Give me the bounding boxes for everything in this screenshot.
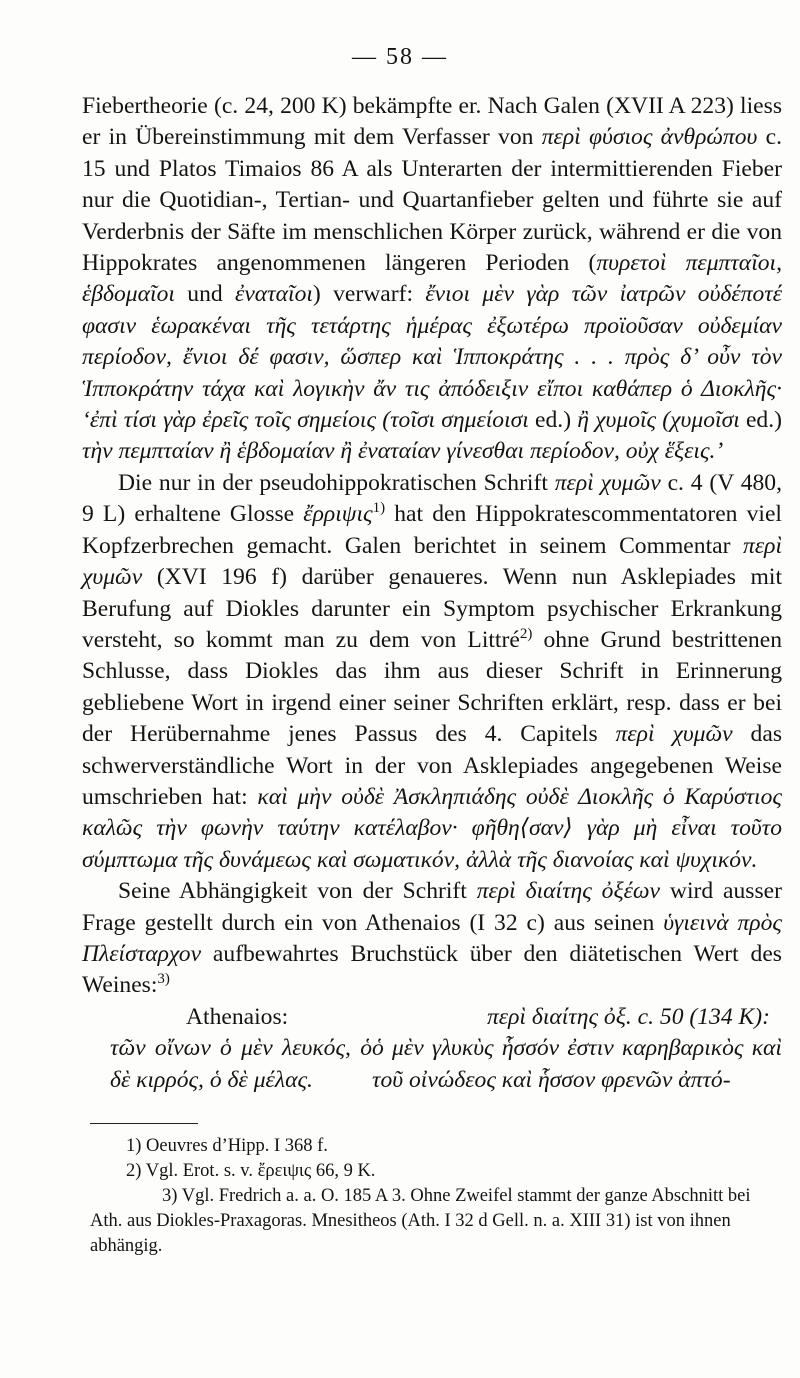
greek-quotation: πυρετοὶ πεμπταῖοι, ἑβδομαῖοι: [82, 250, 782, 308]
greek-quotation: τὴν πεμπταίαν ἢ ἑβδομαίαν ἢ ἐναταίαν γίνεσθαι περίοδον, οὐχ ἕξεις.’: [82, 438, 724, 465]
paragraph-dependence: [82, 876, 782, 1002]
text-segment: Fiebertheorie (c. 24, 200 K) bekämpfte er. Nach Galen (XVII A 223) liess er in Übereinstimmung mit dem Verfasser von: [82, 93, 782, 151]
footnote-text: Vgl. Erot. s. v. ἔρειψις 66, 9 K.: [145, 1161, 376, 1181]
text-segment: das schwerverständliche Wort in der von Asklepiades angegebenen Weise umschrieben hat:: [82, 721, 782, 810]
text-segment: Seine Abhängigkeit von der Schrift: [118, 878, 477, 905]
greek-quotation: ἐναταῖοι: [235, 281, 313, 308]
footnote-reference: 2): [519, 626, 533, 643]
greek-quotation: ἢ χυμοῖς (χυμοῖσι: [577, 407, 740, 434]
text-segment: c. 15 und Platos Timaios 86 A als Unterarten der intermittierenden Fieber nur die Quotidian-, Tertian- und Quartanfieber gelten und führte sie auf Verderbnis der Säfte im menschlichen Körper zurück, während er die von Hippokrates angenommenen längeren Perioden (: [82, 124, 782, 277]
footnote-text: Vgl. Fredrich a. a. O. 185 A 3. Ohne Zweifel stammt der ganze Abschnitt bei Ath. aus Diokles-Praxagoras. Mnesitheos (Ath. I 32 d Gell. n. a. XIII 31) ist von ihnen abhängig.: [90, 1186, 751, 1256]
greek-quotation: περὶ χυμῶν: [554, 469, 661, 496]
citation-header: [82, 1002, 782, 1033]
text-segment: ed.): [739, 407, 782, 434]
footnote-text: Oeuvres d’Hipp. I 368 f.: [146, 1136, 328, 1156]
text-segment: hat den Hippokratescommentatoren viel Kopfzerbrechen gemacht. Galen berichtet in seinem Commentar: [82, 501, 782, 559]
text-segment: c. 4 (V 480, 9 L) erhaltene Glosse: [82, 469, 782, 528]
greek-quotation: περὶ φύσιος ἀνθρώπου: [541, 124, 758, 151]
footnote-3: [90, 1184, 780, 1259]
footnote-2: [90, 1159, 780, 1184]
footnote-number: 1): [126, 1136, 142, 1156]
footnote-rule: [90, 1123, 198, 1124]
text-segment: wird ausser Frage gestellt durch ein von Athenaios (I 32 c) aus seinen: [82, 878, 782, 936]
text-segment: (XVI 196 f) darüber genaueres. Wenn nun Asklepiades mit Berufung auf Diokles darunter ein Symptom psychischer Erkrankung versteht, so kommt man zu dem von Littré: [82, 564, 782, 653]
greek-quotation: περὶ διαίτης ὀξέων: [476, 878, 661, 905]
parallel-quotation: [82, 1033, 782, 1096]
text-segment: und: [174, 281, 236, 308]
paragraph-glosse: [82, 468, 782, 876]
main-text: [82, 91, 782, 1096]
footnote-number: 3): [162, 1186, 178, 1206]
greek-quotation: καὶ μὴν οὐδὲ Ἀσκληπιάδης οὐδὲ Διοκλῆς ὁ Καρύστιος καλῶς τὴν φωνὴν ταύτην κατέλαβον· φῆθη⟨σαν⟩ γὰρ μὴ εἶναι τοῦτο σύμπτωμα τῆς δυνάμεως καὶ σωματικόν, ἀλλὰ τῆς διανοίας καὶ ψυχικόν.: [82, 783, 782, 873]
greek-quotation: ἔνιοι μὲν γὰρ τῶν ἰατρῶν οὐδέποτέ φασιν ἑωρακέναι τῆς τετάρτης ἡμέρας ἐξωτέρω προϊοῦσαν οὐδεμίαν περίοδον, ἔνιοι δέ φασιν, ὥσπερ καὶ Ἱπποκράτης . . . πρὸς δ’ οὖν τὸν Ἱπποκράτην τάχα καὶ λογικὴν ἄν τις ἀπόδειξιν εἴποι καθάπερ ὁ Διοκλῆς· ‘ἐπὶ τίσι γὰρ ἐρεῖς τοῖς σημείοις (τοῖσι σημείοισι: [82, 281, 783, 434]
text-segment: ed.): [528, 407, 578, 434]
text-segment: ohne Grund bestrittenen Schlusse, dass Diokles das ihm aus dieser Schrift in Erinnerung gebliebene Wort in irgend einer seiner Schriften erklärt, resp. dass er bei der Herübernahme jenes Passus des 4. Capitels: [82, 626, 782, 748]
parallel-right-text: ὁ μὲν γλυκὺς ἧσσόν ἐστιν καρηβαρικὸς καὶ τοῦ οἰνώδεος καὶ ἧσσον φρενῶν ἀπτό-: [372, 1035, 782, 1093]
text-segment: Die nur in der pseudohippokratischen Schrift: [118, 469, 555, 496]
greek-quotation: περὶ χυμῶν: [615, 721, 733, 748]
page-number: — 58 —: [352, 44, 448, 70]
greek-quotation: ἔρριψις: [303, 501, 373, 528]
footnote-reference: 1): [372, 500, 386, 517]
footnotes: [90, 1134, 780, 1259]
paragraph-fever-theory: [82, 91, 782, 468]
text-segment: ) verwarf:: [312, 281, 426, 308]
footnote-reference: 3): [157, 971, 170, 988]
footnote-1: [90, 1134, 780, 1159]
text-segment: aufbewahrtes Bruchstück über den diätetischen Wert des Weines:: [82, 940, 782, 999]
parallel-left-text: τῶν οἴνων ὁ μὲν λευκός, ὁ δὲ κιρρός, ὁ δὲ μέλας.: [110, 1035, 372, 1093]
citation-athenaios: Athenaios:: [186, 1003, 289, 1030]
citation-peri-diaites: περὶ διαίτης ὀξ. c. 50 (134 K):: [486, 1003, 770, 1030]
footnote-number: 2): [126, 1161, 142, 1181]
greek-quotation: περὶ χυμῶν: [82, 532, 782, 591]
greek-quotation: ὑγιεινὰ πρὸς Πλείσταρχον: [82, 909, 783, 967]
